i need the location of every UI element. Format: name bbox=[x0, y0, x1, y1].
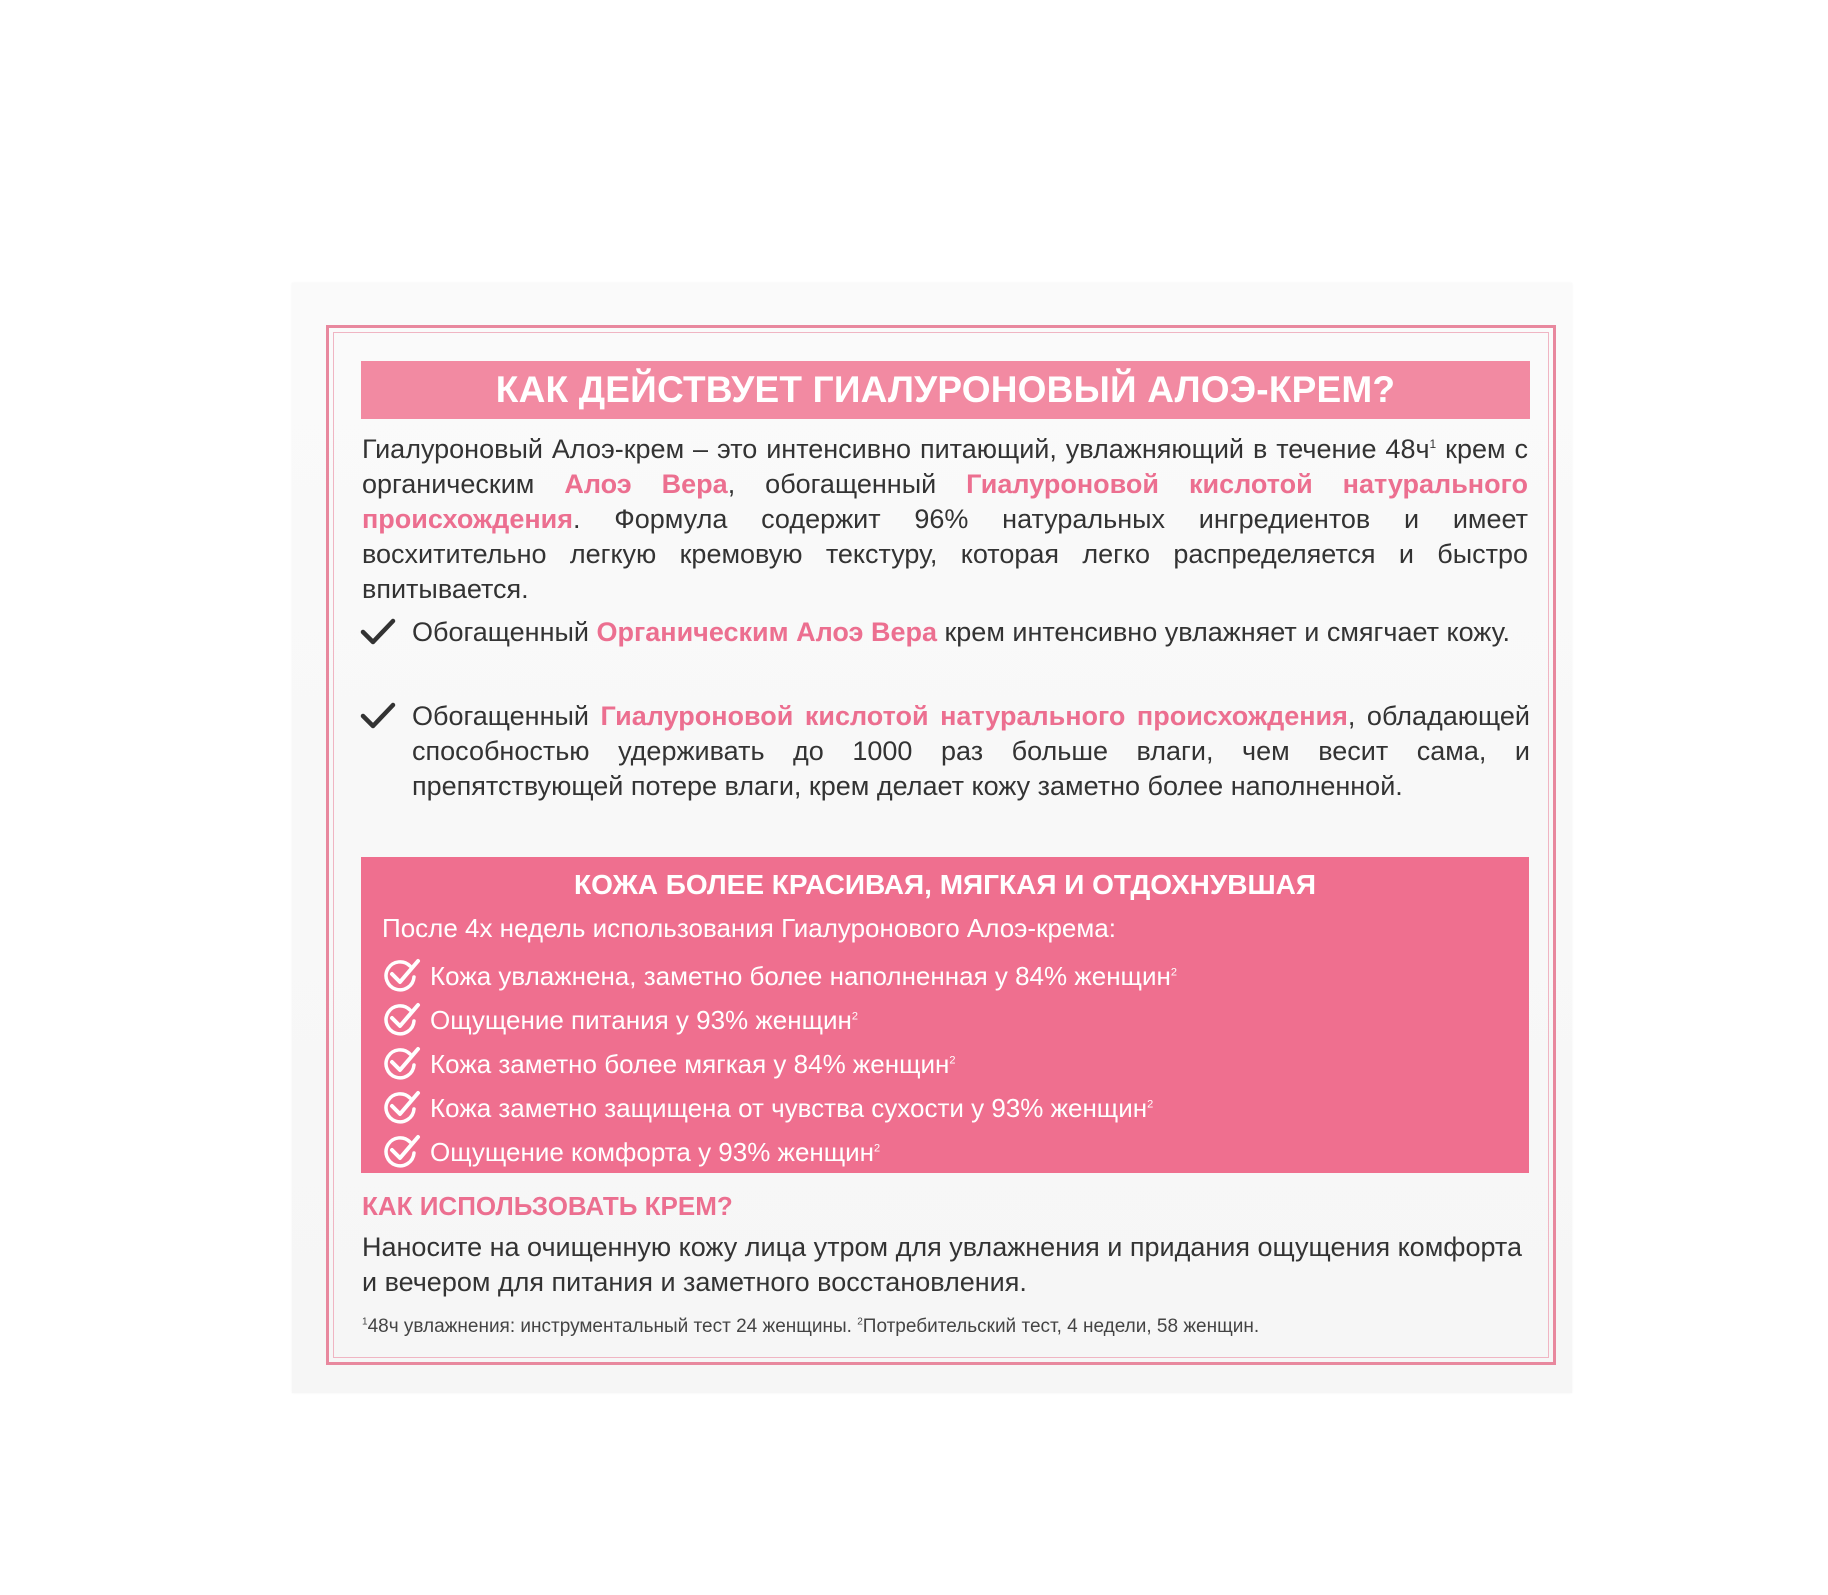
intro-highlight-hyaluronic: Гиалуроновой кислотой натурального происхождения bbox=[362, 469, 1528, 534]
benefit-item bbox=[382, 1089, 1502, 1129]
benefit-text: Кожа увлажнена, заметно более наполненная у 84% женщин$^2$ bbox=[430, 961, 1177, 991]
heading-title: КАК ДЕЙСТВУЕТ ГИАЛУРОНОВЫЙ АЛОЭ-КРЕМ? bbox=[495, 369, 1396, 410]
intro-text-3: , обогащенный bbox=[727, 469, 967, 499]
bullet-text: Обогащенный Органическим Алоэ Вера крем интенсивно увлажняет и смягчает кожу. bbox=[412, 617, 1510, 647]
heading-band bbox=[361, 361, 1530, 419]
usage-text: Наносите на очищенную кожу лица утром для увлажнения и придания ощущения комфорта и вечером для питания и заметного восстановления. bbox=[362, 1232, 1522, 1297]
circle-check-icon bbox=[382, 1045, 422, 1081]
circle-check-icon bbox=[382, 1001, 422, 1037]
intro-text-1: Гиалуроновый Алоэ-крем – это интенсивно питающий, увлажняющий в течение 48ч bbox=[362, 434, 1430, 464]
bullet-highlight: Гиалуроновой кислотой натурального происхождения bbox=[600, 701, 1348, 731]
benefit-text: Ощущение комфорта у 93% женщин$^2$ bbox=[430, 1137, 881, 1167]
benefit-item bbox=[382, 957, 1502, 997]
intro-highlight-aloe: Алоэ Вера bbox=[564, 469, 728, 499]
intro-paragraph bbox=[362, 432, 1528, 607]
intro-text-2: крем с органическим bbox=[362, 434, 1528, 499]
footnote: $^1$48ч увлажнения: инструментальный тест 24 женщины. $^2$Потребительский тест, 4 недели, 58 женщин. bbox=[362, 1316, 1260, 1337]
benefit-item bbox=[382, 1133, 1502, 1173]
circle-check-icon bbox=[382, 1133, 422, 1169]
bullet-text: Обогащенный Гиалуроновой кислотой натурального происхождения, обладающей способностью удерживать до 1000 раз больше влаги, чем весит сама, и препятствующей потере влаги, крем делает кожу заметно более наполненной. bbox=[412, 701, 1530, 801]
benefit-item bbox=[382, 1045, 1502, 1085]
usage-title: КАК ИСПОЛЬЗОВАТЬ КРЕМ? bbox=[362, 1191, 733, 1221]
benefit-text: Кожа заметно более мягкая у 84% женщин$^2$ bbox=[430, 1049, 956, 1079]
checkmark-icon bbox=[360, 617, 396, 647]
benefit-text: Ощущение питания у 93% женщин$^2$ bbox=[430, 1005, 858, 1035]
panel-title: КОЖА БОЛЕЕ КРАСИВАЯ, МЯГКАЯ И ОТДОХНУВШАЯ bbox=[574, 869, 1316, 900]
circle-check-icon bbox=[382, 957, 422, 993]
benefit-text: Кожа заметно защищена от чувства сухости у 93% женщин$^2$ bbox=[430, 1093, 1154, 1123]
intro-text-4: . Формула содержит 96% натуральных ингредиентов и имеет восхитительно легкую кремовую текстуру, которая легко распределяется и быстро впитывается. bbox=[362, 504, 1528, 604]
circle-check-icon bbox=[382, 1089, 422, 1125]
checkmark-icon bbox=[360, 701, 396, 731]
bullet-highlight: Органическим Алоэ Вера bbox=[596, 617, 937, 647]
benefit-item bbox=[382, 1001, 1502, 1041]
panel-intro: После 4х недель использования Гиалуронового Алоэ-крема: bbox=[382, 913, 1116, 943]
intro-footnote-mark: 1 bbox=[1429, 437, 1437, 451]
benefits-panel bbox=[361, 857, 1529, 1173]
